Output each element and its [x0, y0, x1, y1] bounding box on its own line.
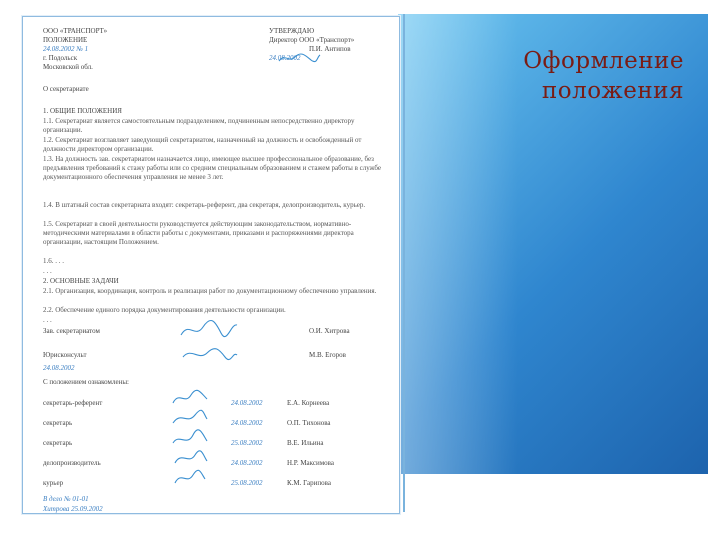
paragraph-dots: . . . — [43, 316, 52, 324]
slide-title-line-1: Оформление — [523, 48, 684, 74]
paragraph-2-2: 2.2. Обеспечение единого порядка документирования деятельности организации. — [43, 306, 286, 314]
paragraph-1-2: 1.2. Секретариат возглавляет заведующий секретариатом, назначенный на должность и освобожденный от должности директором организации. — [43, 136, 362, 153]
staff-name: В.Е. Ильина — [287, 439, 324, 447]
staff-name: К.М. Гарипова — [287, 479, 331, 487]
approval-role: Зав. секретариатом — [43, 327, 100, 335]
staff-row — [43, 459, 393, 471]
director-signature — [277, 51, 321, 65]
staff-name: Е.А. Корнеева — [287, 399, 330, 407]
staff-date: 24.08.2002 — [231, 399, 263, 407]
header-left — [43, 27, 107, 72]
paragraph-dots: . . . — [43, 267, 52, 275]
staff-role: секретарь — [43, 419, 73, 427]
paragraph-1-6: 1.6. . . . — [43, 257, 64, 265]
header-left-line: ПОЛОЖЕНИЕ — [43, 36, 88, 44]
approval-date: 24.08.2002 — [43, 364, 75, 372]
slide-title — [424, 46, 684, 106]
staff-signatures — [169, 389, 209, 489]
document-scan — [22, 16, 400, 514]
staff-role: секретарь — [43, 439, 73, 447]
staff-date: 25.08.2002 — [231, 439, 263, 447]
header-left-line: Московской обл. — [43, 63, 93, 71]
staff-name: О.П. Тихонова — [287, 419, 331, 427]
staff-name: Н.Р. Максимова — [287, 459, 334, 467]
slide-title-line-2: положения — [541, 78, 684, 104]
header-left-line: ООО «ТРАНСПОРТ» — [43, 27, 108, 35]
paragraph-1-5: 1.5. Секретариат в своей деятельности руководствуется действующим законодательством, нормативно-методическими материалами в области работы с документами, приказами и распоряжениями директора организации, настоящим Положением. — [43, 220, 354, 246]
document-subject: О секретариате — [43, 85, 89, 93]
footer-line: Хитрова 25.09.2002 — [43, 505, 103, 513]
approval-name: О.И. Хитрова — [309, 327, 350, 335]
staff-row — [43, 419, 393, 431]
header-right-line: УТВЕРЖДАЮ — [269, 27, 315, 35]
divider-line — [403, 14, 405, 512]
header-left-line: 24.08.2002 № 1 — [43, 45, 89, 53]
staff-row — [43, 479, 393, 491]
paragraph-2-1: 2.1. Организация, координация, контроль и реализация работ по документационному обеспечению управления. — [43, 287, 377, 295]
section-2-title: 2. ОСНОВНЫЕ ЗАДАЧИ — [43, 277, 119, 285]
header-left-line: г. Подольск — [43, 54, 78, 62]
paragraph-1-4: 1.4. В штатный состав секретариата входят: секретарь-референт, два секретаря, делопроизводитель, курьер. — [43, 201, 366, 209]
approval-role: Юрисконсульт — [43, 351, 87, 359]
approval-name: М.В. Егоров — [309, 351, 346, 359]
acquainted-label: С положением ознакомлены: — [43, 378, 129, 386]
approval-signature — [179, 319, 239, 341]
staff-row — [43, 439, 393, 451]
staff-date: 24.08.2002 — [231, 419, 263, 427]
header-right-line: П.И. Антипов — [309, 45, 351, 53]
paragraph-1-3: 1.3. На должность зав. секретариатом назначается лицо, имеющее высшее профессиональное образование, без предъявления требований к стажу работы или со средним специальным образованием и стажем работы в службе документационного обеспечения управления не менее 3 лет. — [43, 155, 381, 181]
paragraph-1-1: 1.1. Секретариат является самостоятельным подразделением, подчиненным непосредственно директору организации. — [43, 117, 355, 134]
staff-role: секретарь-референт — [43, 399, 103, 407]
header-right-line: 24.08.2002 — [269, 54, 301, 62]
staff-date: 25.08.2002 — [231, 479, 263, 487]
header-right-line: Директор ООО «Транспорт» — [269, 36, 355, 44]
staff-row — [43, 399, 393, 411]
section-1-title: 1. ОБЩИЕ ПОЛОЖЕНИЯ — [43, 107, 122, 115]
staff-date: 24.08.2002 — [231, 459, 263, 467]
staff-role: делопроизводитель — [43, 459, 101, 467]
staff-role: курьер — [43, 479, 64, 487]
approval-signature — [179, 343, 239, 365]
footer-line: В дело № 01-01 — [43, 495, 89, 503]
